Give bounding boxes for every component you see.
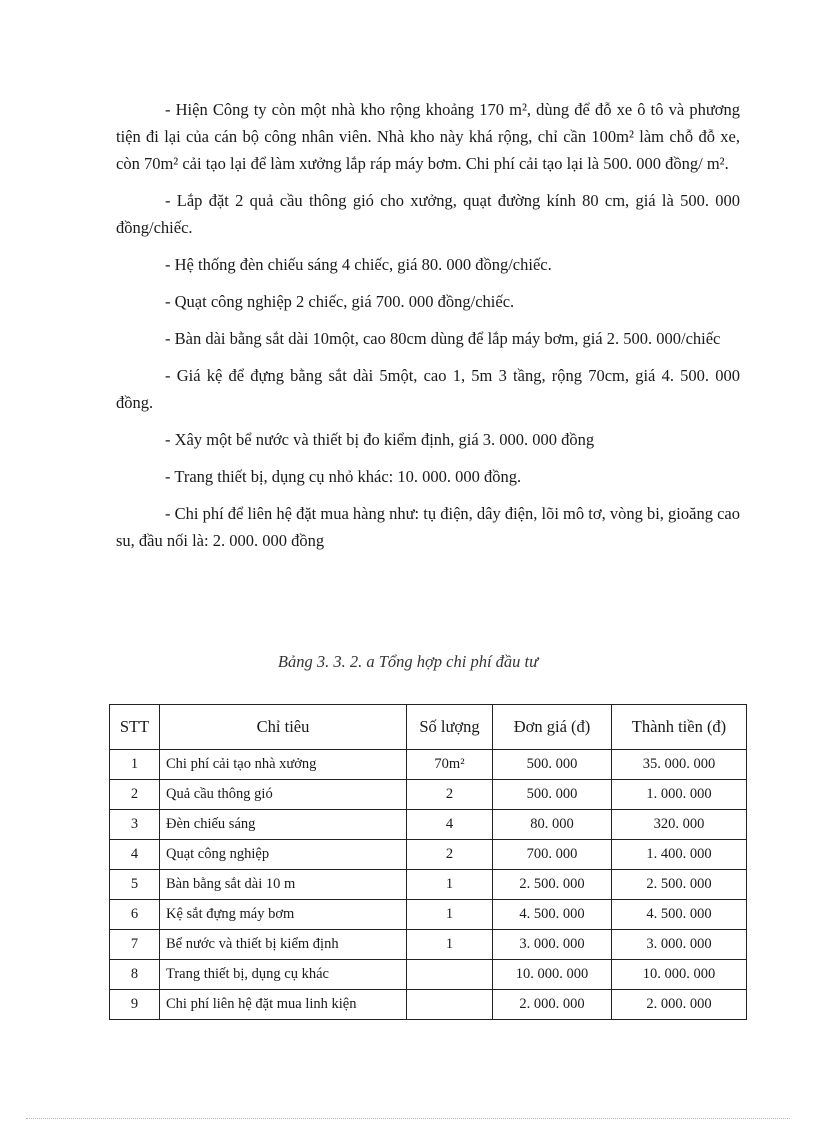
cell-unit-price: 10. 000. 000: [493, 960, 612, 990]
cell-item: Quả cầu thông gió: [160, 780, 407, 810]
cell-stt: 1: [110, 750, 160, 780]
cell-quantity: 1: [407, 870, 493, 900]
cell-quantity: 4: [407, 810, 493, 840]
table-row: [110, 960, 747, 990]
cell-unit-price: 500. 000: [493, 750, 612, 780]
cell-total: 4. 500. 000: [612, 900, 747, 930]
body-text: [116, 96, 740, 564]
cell-item: Trang thiết bị, dụng cụ khác: [160, 960, 407, 990]
cell-unit-price: 80. 000: [493, 810, 612, 840]
table-row: [110, 780, 747, 810]
header-unit-price: Đơn giá (đ): [493, 705, 612, 750]
cell-total: 1. 400. 000: [612, 840, 747, 870]
table-row: [110, 870, 747, 900]
cell-quantity: 2: [407, 780, 493, 810]
table-header-row: [110, 705, 747, 750]
cell-total: 320. 000: [612, 810, 747, 840]
paragraph-shelves: - Giá kệ để đựng bằng sắt dài 5một, cao 1, 5m 3 tầng, rộng 70cm, giá 4. 500. 000 đồng.: [116, 366, 740, 412]
cell-quantity: [407, 990, 493, 1020]
table-row: [110, 840, 747, 870]
paragraph-ventilation: - Lắp đặt 2 quả cầu thông gió cho xưởng, quạt đường kính 80 cm, giá là 500. 000 đồng/chiếc.: [116, 191, 740, 237]
cell-stt: 6: [110, 900, 160, 930]
cell-total: 2. 500. 000: [612, 870, 747, 900]
paragraph-equipment: - Trang thiết bị, dụng cụ nhỏ khác: 10. 000. 000 đồng.: [165, 467, 522, 486]
header-stt: STT: [110, 705, 160, 750]
paragraph-table-bench: - Bàn dài bằng sắt dài 10một, cao 80cm dùng để lắp máy bơm, giá 2. 500. 000/chiếc: [165, 329, 721, 348]
cell-quantity: 1: [407, 900, 493, 930]
paragraph-water-tank: - Xây một bể nước và thiết bị đo kiểm định, giá 3. 000. 000 đồng: [165, 430, 595, 449]
cell-item: Đèn chiếu sáng: [160, 810, 407, 840]
cell-item: Bể nước và thiết bị kiểm định: [160, 930, 407, 960]
cell-stt: 7: [110, 930, 160, 960]
cell-total: 35. 000. 000: [612, 750, 747, 780]
cell-unit-price: 2. 500. 000: [493, 870, 612, 900]
cell-stt: 5: [110, 870, 160, 900]
table-row: [110, 810, 747, 840]
header-total: Thành tiền (đ): [612, 705, 747, 750]
cell-unit-price: 500. 000: [493, 780, 612, 810]
table-row: [110, 900, 747, 930]
cell-unit-price: 3. 000. 000: [493, 930, 612, 960]
cell-total: 10. 000. 000: [612, 960, 747, 990]
cell-stt: 8: [110, 960, 160, 990]
table-row: [110, 930, 747, 960]
header-quantity: Số lượng: [407, 705, 493, 750]
cell-stt: 4: [110, 840, 160, 870]
header-item: Chỉ tiêu: [160, 705, 407, 750]
cell-total: 2. 000. 000: [612, 990, 747, 1020]
cell-quantity: 70m²: [407, 750, 493, 780]
cell-item: Chi phí cải tạo nhà xưởng: [160, 750, 407, 780]
cell-item: Bàn bằng sắt dài 10 m: [160, 870, 407, 900]
cell-unit-price: 2. 000. 000: [493, 990, 612, 1020]
cell-quantity: 2: [407, 840, 493, 870]
cell-item: Chi phí liên hệ đặt mua linh kiện: [160, 990, 407, 1020]
cell-item: Quạt công nghiệp: [160, 840, 407, 870]
cell-total: 1. 000. 000: [612, 780, 747, 810]
table-row: [110, 750, 747, 780]
table-caption: Bảng 3. 3. 2. a Tổng hợp chi phí đầu tư: [277, 652, 539, 671]
cost-summary-table: [109, 704, 747, 1020]
cell-total: 3. 000. 000: [612, 930, 747, 960]
cell-quantity: [407, 960, 493, 990]
page-bottom-divider: [26, 1118, 790, 1119]
paragraph-fans: - Quạt công nghiệp 2 chiếc, giá 700. 000 đồng/chiếc.: [165, 292, 515, 311]
table-row: [110, 990, 747, 1020]
cell-unit-price: 4. 500. 000: [493, 900, 612, 930]
paragraph-warehouse: - Hiện Công ty còn một nhà kho rộng khoảng 170 m², dùng để đỗ xe ô tô và phương tiện đi lại của cán bộ công nhân viên. Nhà kho này khá rộng, chỉ cần 100m² làm chỗ đỗ xe, còn 70m² cải tạo lại để làm xưởng lắp ráp máy bơm. Chi phí cải tạo lại là 500. 000 đồng/ m².: [116, 100, 740, 173]
cell-item: Kệ sắt đựng máy bơm: [160, 900, 407, 930]
paragraph-lighting: - Hệ thống đèn chiếu sáng 4 chiếc, giá 80. 000 đồng/chiếc.: [165, 255, 552, 274]
cell-stt: 3: [110, 810, 160, 840]
paragraph-purchasing: - Chi phí để liên hệ đặt mua hàng như: tụ điện, dây điện, lõi mô tơ, vòng bi, gioăng cao su, đầu nối là: 2. 000. 000 đồng: [116, 504, 740, 550]
cell-stt: 2: [110, 780, 160, 810]
cell-quantity: 1: [407, 930, 493, 960]
cell-stt: 9: [110, 990, 160, 1020]
cell-unit-price: 700. 000: [493, 840, 612, 870]
